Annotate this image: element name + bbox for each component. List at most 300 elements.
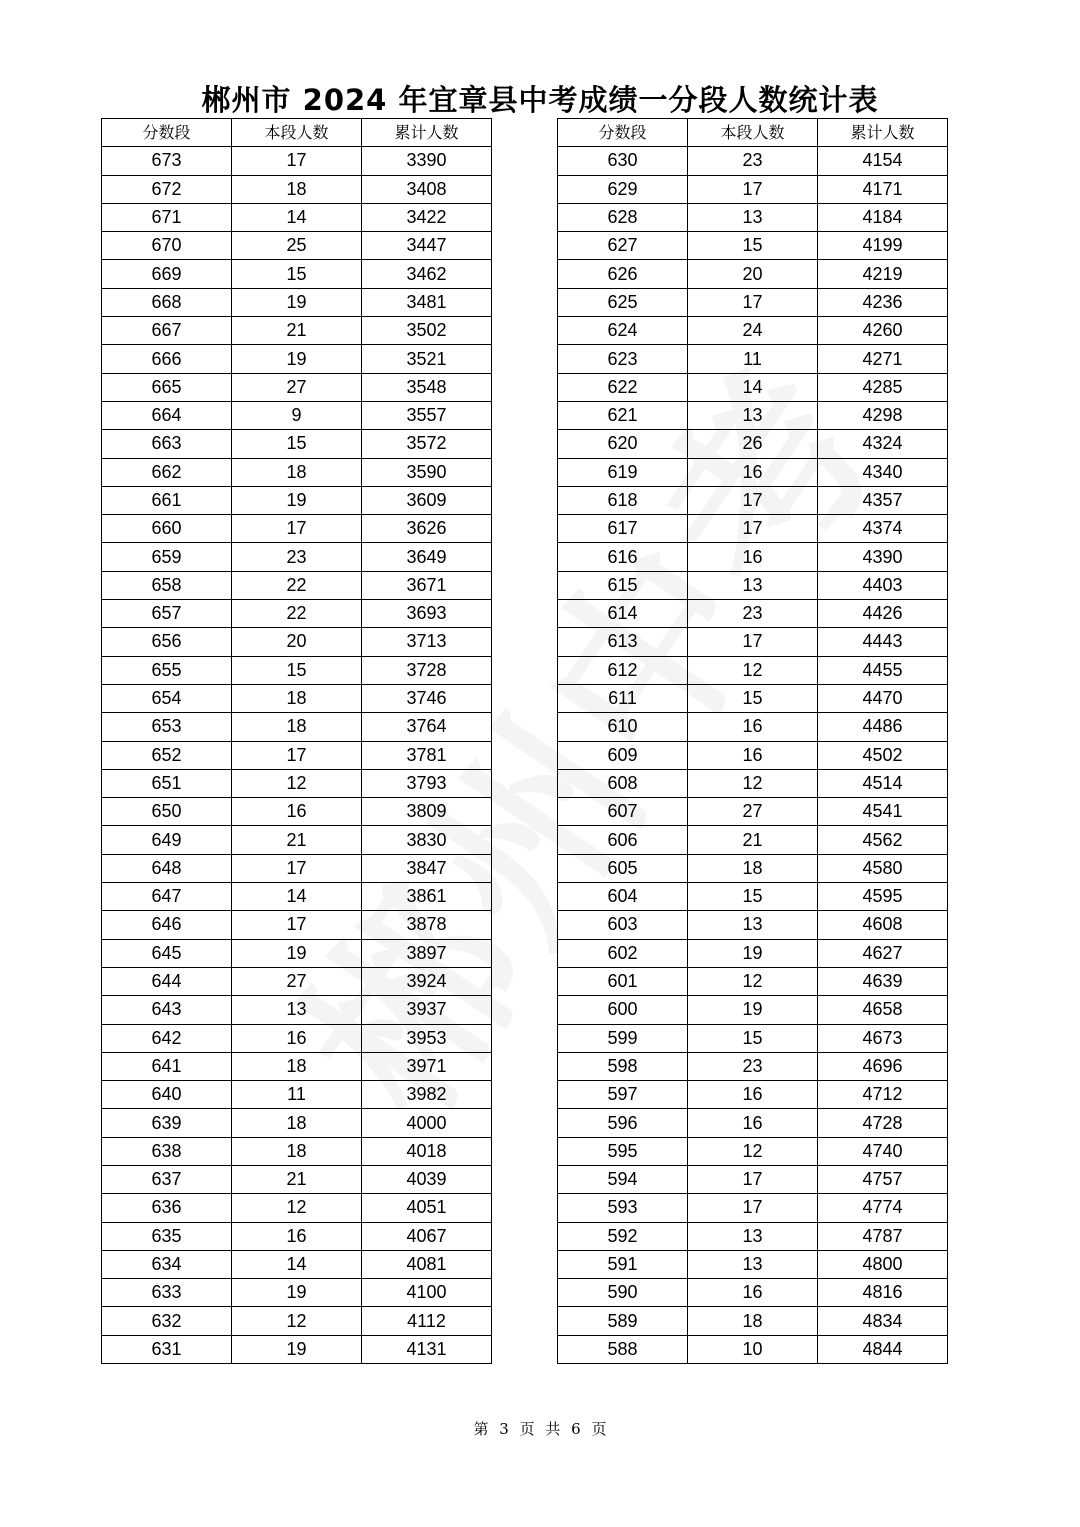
cell-cumulative: 4541 xyxy=(818,798,948,826)
cell-cumulative: 4426 xyxy=(818,600,948,628)
cell-score: 653 xyxy=(102,713,232,741)
cell-cumulative: 3764 xyxy=(362,713,492,741)
cell-cumulative: 4844 xyxy=(818,1335,948,1363)
cell-cumulative: 3830 xyxy=(362,826,492,854)
cell-count: 21 xyxy=(232,317,362,345)
cell-cumulative: 3408 xyxy=(362,175,492,203)
cell-score: 643 xyxy=(102,996,232,1024)
cell-score: 590 xyxy=(558,1279,688,1307)
cell-score: 667 xyxy=(102,317,232,345)
cell-score: 646 xyxy=(102,911,232,939)
cell-score: 656 xyxy=(102,628,232,656)
cell-score: 652 xyxy=(102,741,232,769)
table-header-row xyxy=(102,119,492,147)
cell-cumulative: 4199 xyxy=(818,232,948,260)
cell-score: 597 xyxy=(558,1081,688,1109)
cell-count: 19 xyxy=(232,939,362,967)
table-row xyxy=(102,939,492,967)
cell-cumulative: 3609 xyxy=(362,486,492,514)
table-row xyxy=(102,1137,492,1165)
cell-score: 648 xyxy=(102,854,232,882)
cell-count: 11 xyxy=(688,345,818,373)
cell-score: 633 xyxy=(102,1279,232,1307)
cell-count: 19 xyxy=(688,939,818,967)
cell-score: 619 xyxy=(558,458,688,486)
cell-score: 617 xyxy=(558,515,688,543)
cell-cumulative: 4154 xyxy=(818,147,948,175)
cell-count: 17 xyxy=(232,911,362,939)
cell-cumulative: 3572 xyxy=(362,430,492,458)
cell-cumulative: 4696 xyxy=(818,1052,948,1080)
table-row xyxy=(558,911,948,939)
cell-cumulative: 3671 xyxy=(362,571,492,599)
cell-count: 15 xyxy=(232,430,362,458)
cell-count: 17 xyxy=(232,854,362,882)
cell-count: 19 xyxy=(232,345,362,373)
cell-cumulative: 3982 xyxy=(362,1081,492,1109)
table-row xyxy=(102,883,492,911)
cell-count: 22 xyxy=(232,571,362,599)
cell-count: 26 xyxy=(688,430,818,458)
cell-count: 23 xyxy=(232,543,362,571)
table-row xyxy=(558,1024,948,1052)
cell-cumulative: 4757 xyxy=(818,1165,948,1193)
cell-count: 19 xyxy=(232,486,362,514)
cell-score: 649 xyxy=(102,826,232,854)
cell-score: 601 xyxy=(558,967,688,995)
cell-count: 13 xyxy=(688,1222,818,1250)
table-row xyxy=(558,317,948,345)
table-row xyxy=(102,1052,492,1080)
cell-cumulative: 4051 xyxy=(362,1194,492,1222)
cell-cumulative: 4390 xyxy=(818,543,948,571)
table-row xyxy=(102,288,492,316)
cell-score: 626 xyxy=(558,260,688,288)
cell-count: 17 xyxy=(688,628,818,656)
cell-cumulative: 4260 xyxy=(818,317,948,345)
cell-count: 18 xyxy=(232,1109,362,1137)
cell-count: 13 xyxy=(688,911,818,939)
cell-count: 27 xyxy=(688,798,818,826)
cell-count: 15 xyxy=(688,684,818,712)
cell-cumulative: 3548 xyxy=(362,373,492,401)
table-row xyxy=(558,1250,948,1278)
cell-cumulative: 3557 xyxy=(362,401,492,429)
table-row xyxy=(102,854,492,882)
cell-cumulative: 3781 xyxy=(362,741,492,769)
table-row xyxy=(102,486,492,514)
cell-count: 23 xyxy=(688,1052,818,1080)
cell-count: 18 xyxy=(688,1307,818,1335)
table-row xyxy=(102,1165,492,1193)
cell-score: 609 xyxy=(558,741,688,769)
cell-cumulative: 4443 xyxy=(818,628,948,656)
table-row xyxy=(102,232,492,260)
cell-cumulative: 4340 xyxy=(818,458,948,486)
table-row xyxy=(558,486,948,514)
cell-cumulative: 3793 xyxy=(362,769,492,797)
cell-cumulative: 3847 xyxy=(362,854,492,882)
cell-cumulative: 4112 xyxy=(362,1307,492,1335)
cell-cumulative: 4673 xyxy=(818,1024,948,1052)
cell-count: 12 xyxy=(688,1137,818,1165)
cell-score: 650 xyxy=(102,798,232,826)
table-row xyxy=(558,1307,948,1335)
cell-count: 17 xyxy=(688,486,818,514)
cell-score: 631 xyxy=(102,1335,232,1363)
cell-score: 600 xyxy=(558,996,688,1024)
cell-count: 13 xyxy=(688,401,818,429)
table-row xyxy=(558,175,948,203)
cell-cumulative: 3447 xyxy=(362,232,492,260)
table-row xyxy=(558,147,948,175)
table-row xyxy=(558,571,948,599)
cell-cumulative: 4774 xyxy=(818,1194,948,1222)
cell-count: 17 xyxy=(688,1165,818,1193)
table-row xyxy=(558,401,948,429)
cell-cumulative: 4000 xyxy=(362,1109,492,1137)
cell-score: 638 xyxy=(102,1137,232,1165)
cell-score: 627 xyxy=(558,232,688,260)
cell-count: 18 xyxy=(232,1052,362,1080)
cell-score: 592 xyxy=(558,1222,688,1250)
table-row xyxy=(558,1194,948,1222)
table-row xyxy=(102,1194,492,1222)
cell-cumulative: 4627 xyxy=(818,939,948,967)
cell-score: 634 xyxy=(102,1250,232,1278)
cell-count: 24 xyxy=(688,317,818,345)
cell-count: 12 xyxy=(232,1194,362,1222)
cell-score: 673 xyxy=(102,147,232,175)
cell-cumulative: 3713 xyxy=(362,628,492,656)
cell-cumulative: 4018 xyxy=(362,1137,492,1165)
cell-score: 659 xyxy=(102,543,232,571)
table-row xyxy=(558,430,948,458)
cell-count: 14 xyxy=(232,1250,362,1278)
table-row xyxy=(558,1052,948,1080)
cell-score: 595 xyxy=(558,1137,688,1165)
cell-cumulative: 4285 xyxy=(818,373,948,401)
table-row xyxy=(102,1222,492,1250)
table-row xyxy=(558,656,948,684)
cell-score: 663 xyxy=(102,430,232,458)
table-row xyxy=(558,713,948,741)
table-row xyxy=(558,458,948,486)
cell-score: 651 xyxy=(102,769,232,797)
cell-count: 14 xyxy=(688,373,818,401)
table-row xyxy=(558,1279,948,1307)
cell-count: 21 xyxy=(688,826,818,854)
cell-score: 598 xyxy=(558,1052,688,1080)
cell-cumulative: 3861 xyxy=(362,883,492,911)
cell-cumulative: 4039 xyxy=(362,1165,492,1193)
cell-count: 16 xyxy=(688,741,818,769)
cell-cumulative: 4324 xyxy=(818,430,948,458)
table-row xyxy=(558,684,948,712)
cell-cumulative: 4184 xyxy=(818,203,948,231)
table-row xyxy=(102,1024,492,1052)
cell-count: 19 xyxy=(232,1279,362,1307)
table-row xyxy=(102,769,492,797)
cell-count: 20 xyxy=(232,628,362,656)
cell-cumulative: 4514 xyxy=(818,769,948,797)
cell-score: 613 xyxy=(558,628,688,656)
table-row xyxy=(558,826,948,854)
cell-score: 591 xyxy=(558,1250,688,1278)
cell-score: 594 xyxy=(558,1165,688,1193)
table-row xyxy=(102,543,492,571)
score-table-left xyxy=(101,118,492,1364)
cell-count: 11 xyxy=(232,1081,362,1109)
cell-score: 614 xyxy=(558,600,688,628)
table-row xyxy=(102,628,492,656)
cell-score: 620 xyxy=(558,430,688,458)
cell-score: 658 xyxy=(102,571,232,599)
cell-cumulative: 4502 xyxy=(818,741,948,769)
table-row xyxy=(102,1307,492,1335)
cell-count: 19 xyxy=(232,1335,362,1363)
table-row xyxy=(558,854,948,882)
table-row xyxy=(102,600,492,628)
cell-count: 12 xyxy=(232,769,362,797)
table-row xyxy=(558,967,948,995)
cell-count: 12 xyxy=(688,967,818,995)
cell-count: 16 xyxy=(232,1024,362,1052)
table-row xyxy=(558,600,948,628)
cell-count: 12 xyxy=(232,1307,362,1335)
cell-count: 15 xyxy=(688,1024,818,1052)
cell-cumulative: 3897 xyxy=(362,939,492,967)
table-row xyxy=(102,203,492,231)
cell-count: 18 xyxy=(232,684,362,712)
table-row xyxy=(102,317,492,345)
cell-score: 623 xyxy=(558,345,688,373)
cell-count: 20 xyxy=(688,260,818,288)
cell-cumulative: 3746 xyxy=(362,684,492,712)
cell-count: 27 xyxy=(232,373,362,401)
cell-count: 12 xyxy=(688,656,818,684)
cell-score: 606 xyxy=(558,826,688,854)
table-row xyxy=(102,713,492,741)
cell-count: 25 xyxy=(232,232,362,260)
page-footer: 第 3 页 共 6 页 xyxy=(473,1420,607,1438)
cell-score: 668 xyxy=(102,288,232,316)
cell-count: 18 xyxy=(232,175,362,203)
cell-count: 16 xyxy=(688,713,818,741)
cell-score: 612 xyxy=(558,656,688,684)
cell-score: 589 xyxy=(558,1307,688,1335)
table-row xyxy=(558,741,948,769)
cell-score: 670 xyxy=(102,232,232,260)
cell-cumulative: 3693 xyxy=(362,600,492,628)
cell-score: 647 xyxy=(102,883,232,911)
column-header-count: 本段人数 xyxy=(232,119,362,147)
cell-cumulative: 3924 xyxy=(362,967,492,995)
cell-count: 18 xyxy=(232,458,362,486)
table-row xyxy=(102,826,492,854)
cell-score: 639 xyxy=(102,1109,232,1137)
table-row xyxy=(102,911,492,939)
cell-count: 16 xyxy=(232,798,362,826)
cell-cumulative: 4740 xyxy=(818,1137,948,1165)
cell-count: 13 xyxy=(688,571,818,599)
table-row xyxy=(102,175,492,203)
cell-cumulative: 3521 xyxy=(362,345,492,373)
table-row xyxy=(102,260,492,288)
table-row xyxy=(102,798,492,826)
table-row xyxy=(558,939,948,967)
cell-count: 14 xyxy=(232,203,362,231)
cell-count: 15 xyxy=(232,260,362,288)
cell-count: 16 xyxy=(688,458,818,486)
cell-score: 621 xyxy=(558,401,688,429)
cell-cumulative: 4712 xyxy=(818,1081,948,1109)
cell-cumulative: 4298 xyxy=(818,401,948,429)
cell-cumulative: 4562 xyxy=(818,826,948,854)
cell-score: 602 xyxy=(558,939,688,967)
cell-score: 607 xyxy=(558,798,688,826)
cell-score: 636 xyxy=(102,1194,232,1222)
table-header-row xyxy=(558,119,948,147)
cell-cumulative: 4580 xyxy=(818,854,948,882)
table-row xyxy=(558,1165,948,1193)
cell-count: 15 xyxy=(688,883,818,911)
cell-count: 23 xyxy=(688,147,818,175)
table-row xyxy=(102,1335,492,1363)
cell-count: 21 xyxy=(232,1165,362,1193)
cell-score: 664 xyxy=(102,401,232,429)
table-row xyxy=(558,798,948,826)
cell-count: 23 xyxy=(688,600,818,628)
table-body-right xyxy=(558,147,948,1364)
cell-count: 17 xyxy=(688,175,818,203)
cell-cumulative: 3809 xyxy=(362,798,492,826)
cell-score: 666 xyxy=(102,345,232,373)
cell-score: 588 xyxy=(558,1335,688,1363)
cell-score: 665 xyxy=(102,373,232,401)
cell-cumulative: 4787 xyxy=(818,1222,948,1250)
cell-cumulative: 4608 xyxy=(818,911,948,939)
table-body-left xyxy=(102,147,492,1364)
table-row xyxy=(102,741,492,769)
cell-score: 603 xyxy=(558,911,688,939)
cell-cumulative: 3390 xyxy=(362,147,492,175)
cell-score: 637 xyxy=(102,1165,232,1193)
table-row xyxy=(558,996,948,1024)
cell-count: 15 xyxy=(232,656,362,684)
table-row xyxy=(558,1081,948,1109)
cell-count: 19 xyxy=(232,288,362,316)
cell-score: 599 xyxy=(558,1024,688,1052)
cell-count: 18 xyxy=(232,1137,362,1165)
cell-cumulative: 4374 xyxy=(818,515,948,543)
table-row xyxy=(558,515,948,543)
score-table-right xyxy=(557,118,948,1364)
cell-cumulative: 4800 xyxy=(818,1250,948,1278)
table-row xyxy=(102,430,492,458)
table-row xyxy=(102,684,492,712)
table-row xyxy=(558,288,948,316)
table-row xyxy=(102,345,492,373)
cell-cumulative: 4403 xyxy=(818,571,948,599)
cell-cumulative: 3953 xyxy=(362,1024,492,1052)
cell-score: 669 xyxy=(102,260,232,288)
cell-count: 16 xyxy=(232,1222,362,1250)
cell-count: 17 xyxy=(232,515,362,543)
cell-cumulative: 4486 xyxy=(818,713,948,741)
cell-cumulative: 3590 xyxy=(362,458,492,486)
cell-cumulative: 3971 xyxy=(362,1052,492,1080)
table-row xyxy=(558,232,948,260)
table-row xyxy=(102,1250,492,1278)
table-row xyxy=(558,203,948,231)
cell-count: 16 xyxy=(688,543,818,571)
cell-cumulative: 4658 xyxy=(818,996,948,1024)
cell-score: 622 xyxy=(558,373,688,401)
cell-score: 644 xyxy=(102,967,232,995)
cell-score: 610 xyxy=(558,713,688,741)
cell-count: 13 xyxy=(688,203,818,231)
cell-count: 27 xyxy=(232,967,362,995)
cell-cumulative: 4236 xyxy=(818,288,948,316)
page-title: 郴州市 2024 年宜章县中考成绩一分段人数统计表 xyxy=(201,83,879,117)
cell-count: 18 xyxy=(232,713,362,741)
cell-cumulative: 4067 xyxy=(362,1222,492,1250)
cell-count: 17 xyxy=(688,288,818,316)
cell-cumulative: 4131 xyxy=(362,1335,492,1363)
cell-cumulative: 4455 xyxy=(818,656,948,684)
cell-score: 635 xyxy=(102,1222,232,1250)
cell-score: 628 xyxy=(558,203,688,231)
cell-score: 660 xyxy=(102,515,232,543)
cell-cumulative: 4271 xyxy=(818,345,948,373)
cell-score: 608 xyxy=(558,769,688,797)
table-row xyxy=(102,1109,492,1137)
table-row xyxy=(558,543,948,571)
cell-cumulative: 4595 xyxy=(818,883,948,911)
cell-count: 19 xyxy=(688,996,818,1024)
cell-score: 596 xyxy=(558,1109,688,1137)
table-row xyxy=(558,1335,948,1363)
cell-count: 15 xyxy=(688,232,818,260)
cell-cumulative: 3462 xyxy=(362,260,492,288)
cell-score: 616 xyxy=(558,543,688,571)
cell-cumulative: 4816 xyxy=(818,1279,948,1307)
cell-score: 671 xyxy=(102,203,232,231)
cell-count: 16 xyxy=(688,1279,818,1307)
cell-score: 615 xyxy=(558,571,688,599)
cell-count: 17 xyxy=(232,741,362,769)
cell-cumulative: 4100 xyxy=(362,1279,492,1307)
table-row xyxy=(558,345,948,373)
cell-score: 624 xyxy=(558,317,688,345)
column-header-cumulative: 累计人数 xyxy=(818,119,948,147)
cell-count: 9 xyxy=(232,401,362,429)
table-row xyxy=(558,373,948,401)
table-row xyxy=(102,656,492,684)
cell-cumulative: 4219 xyxy=(818,260,948,288)
cell-score: 641 xyxy=(102,1052,232,1080)
cell-count: 17 xyxy=(232,147,362,175)
cell-cumulative: 3728 xyxy=(362,656,492,684)
cell-cumulative: 4470 xyxy=(818,684,948,712)
table-row xyxy=(102,996,492,1024)
table-row xyxy=(102,458,492,486)
table-row xyxy=(558,260,948,288)
cell-score: 655 xyxy=(102,656,232,684)
cell-score: 662 xyxy=(102,458,232,486)
cell-score: 618 xyxy=(558,486,688,514)
